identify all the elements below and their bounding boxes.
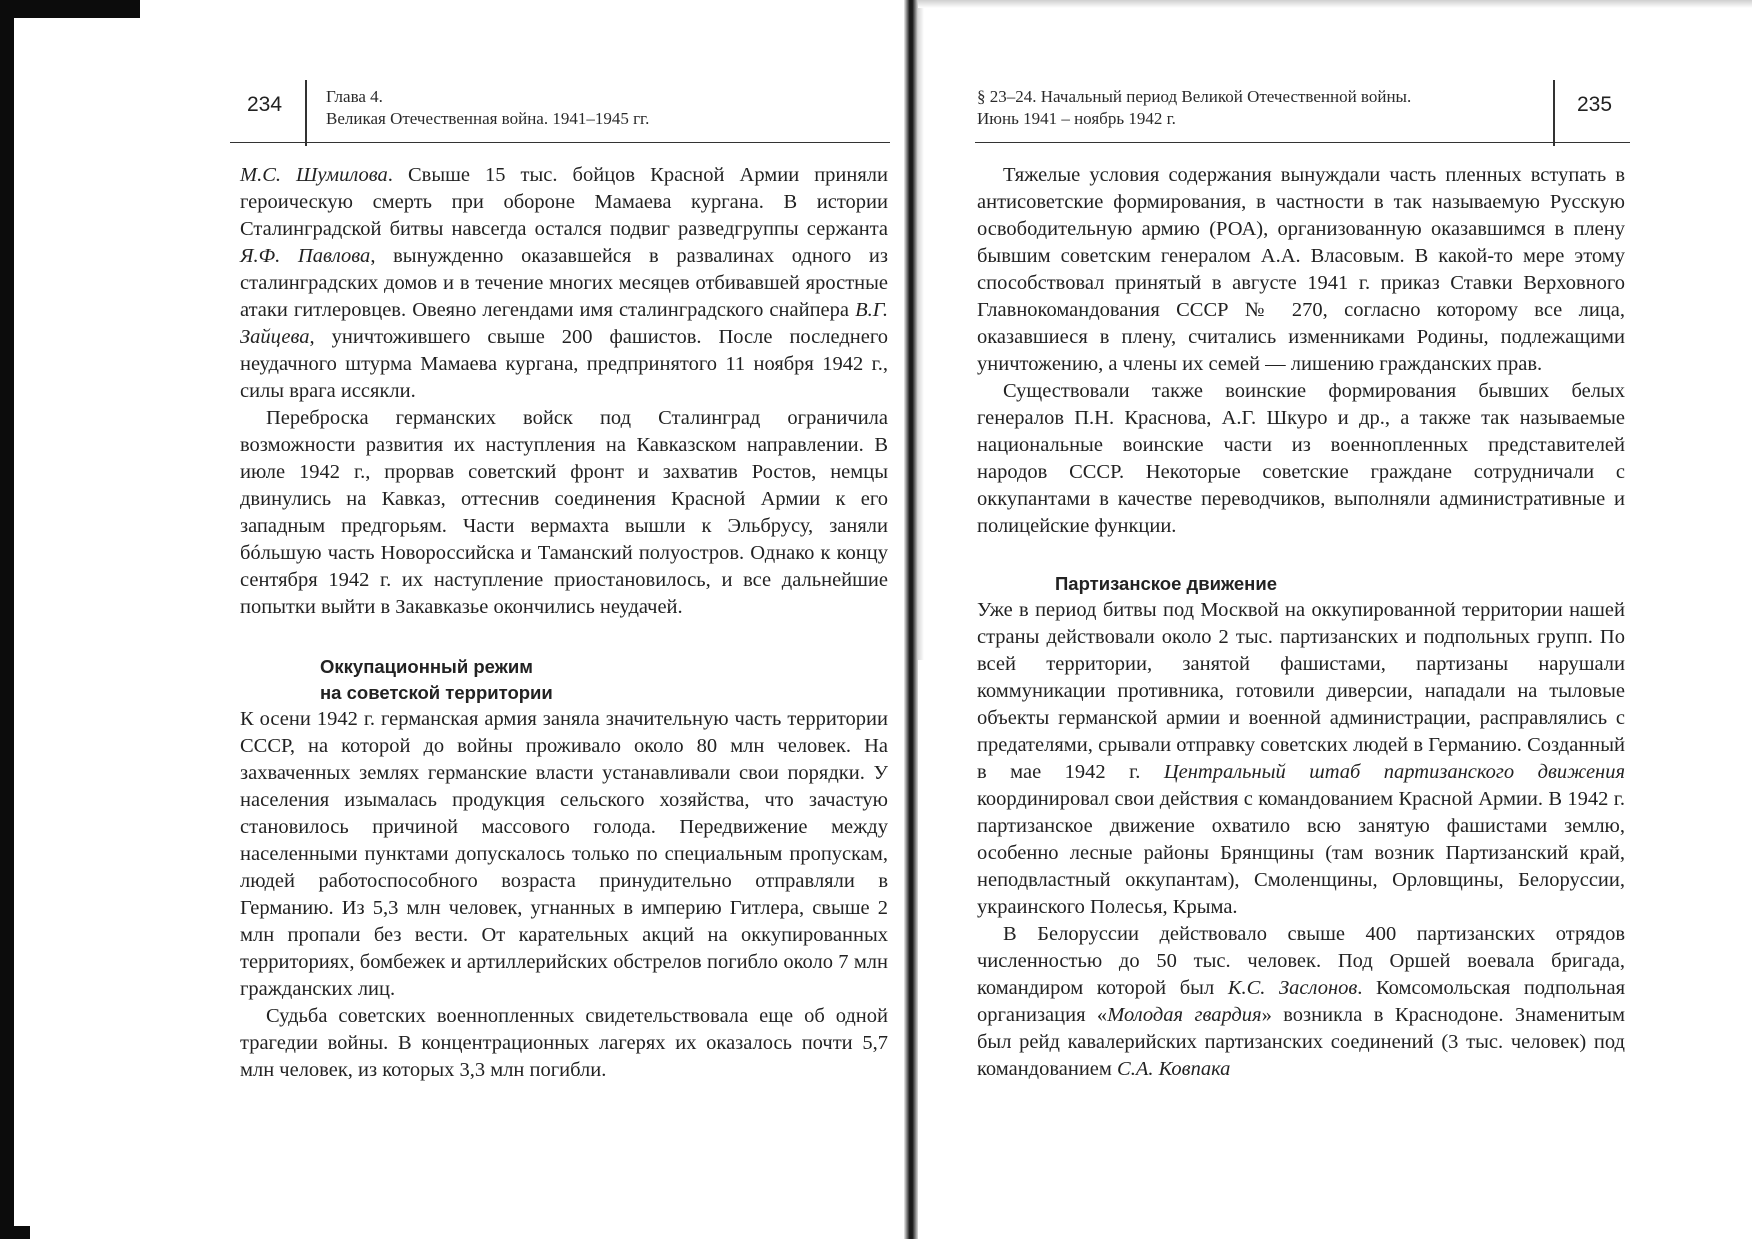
text-run: В Белоруссии действовало свыше 400 партизанских отрядов численностью до 50 тыс. человек. Под Оршей воевала бригада, командиром которой был (977, 923, 1625, 999)
paragraph: Переброска германских войск под Сталинград ограничила возможности развития их наступления на Кавказском направлении. В июле 1942 г., прорвав советский фронт и захватив Ростов, немцы двинулись на Кавказ, оттеснив соединения Красной Армии к его западным предгорьям. Части вермахта вышли к Эльбрусу, заняли бóльшую часть Новороссийска и Таманский полуостров. Однако к концу сентября 1942 г. их наступление приостановилось, и все дальнейшие попытки выйти в Закавказье окончились неудачей. (240, 407, 888, 618)
text-run: Уже в период битвы под Москвой на оккупированной территории нашей страны действовали около 2 тыс. партизанских и подпольных групп. По всей территории, занятой фашистами, партизаны нарушали коммуникации противника, готовили диверсии, нападали на тыловые объекты германской армии и военной администрации, расправлялись с предателями, срывали отправку советских людей в Германию. Созданный в мае 1942 г. (977, 599, 1625, 783)
italic-name: М.С. Шумилова (240, 164, 388, 186)
section-heading (320, 654, 888, 706)
scan-edge-top (0, 0, 140, 18)
section-label: § 23–24. Начальный период Великой Отечественной войны. (977, 87, 1412, 106)
italic-name: Молодая гвардия (1107, 1004, 1262, 1026)
left-running-header (230, 80, 890, 143)
italic-name: К.С. Заслонов (1227, 977, 1358, 999)
header-divider (1553, 80, 1555, 146)
heading-line: на советской территории (320, 682, 553, 703)
chapter-label: Глава 4. (326, 87, 383, 106)
text-run: . Комсомольская подпольная организация « (977, 977, 1626, 1026)
chapter-title (326, 86, 649, 130)
paragraph (240, 162, 888, 405)
paragraph: Тяжелые условия содержания вынуждали часть пленных вступать в антисоветские формирования, в частности в так называемую Русскую освободительную армию (РОА), организованную оказавшимся в плену бывшим советским генералом А.А. Власовым. В какой-то мере этому способствовал принятый в августе 1941 г. приказ Ставки Верховного Главнокомандования СССР № 270, согласно которому все лица, оказавшиеся в плену, считались изменниками Родины, подлежащими уничтожению, а члены их семей — лишению гражданских прав. (977, 164, 1625, 375)
italic-name: С.А. Ковпака (1117, 1058, 1231, 1080)
italic-name: Центральный штаб партизанского движения (1163, 761, 1626, 783)
header-divider (305, 80, 307, 146)
text-run: » возникла в Краснодоне. Знаменитым был рейд кавалерийских партизанских соединений (3 тыс. человек) под командованием (977, 1004, 1625, 1080)
text-run: , вынужденно оказавшейся в развалинах одного из сталинградских домов и в течение многих месяцев отбивавшей яростные атаки гитлеровцев. Овеяно легендами имя сталинградского снайпера (240, 245, 888, 321)
italic-name: Я.Ф. Павлова (240, 245, 371, 267)
paragraph: Судьба советских военнопленных свидетельствовала еще об одной трагедии войны. В концентрационных лагерях их оказалось почти 5,7 млн человек, из которых 3,3 млн погибли. (240, 1005, 888, 1081)
paragraph: К осени 1942 г. германская армия заняла значительную часть территории СССР, на которой до войны проживало около 80 млн человек. На захваченных землях германские власти устанавливали свои порядки. У населения изымалась продукция сельского хозяйства, что зачастую становилось причиной массового голода. Передвижение между населенными пунктами допускалось только по специальным пропускам, людей работоспособного возраста принудительно отправляли в Германию. Из 5,3 млн человек, угнанных в империю Гитлера, свыше 2 млн пропали без вести. От карательных акций на оккупированных территориях, бомбежек и артиллерийских обстрелов погибло около 7 млн гражданских лиц. (240, 708, 888, 1000)
section-heading: Партизанское движение (1055, 573, 1278, 594)
section-title (977, 86, 1411, 130)
page-number: 235 (1577, 93, 1613, 116)
text-run: , уничтожившего свыше 200 фашистов. После последнего неудачного штурма Мамаева кургана, предпринятого 11 ноября 1942 г., силы врага иссякли. (240, 326, 888, 402)
book-gutter (904, 0, 918, 1239)
left-body-text (240, 162, 888, 1084)
top-shadow (918, 0, 1752, 8)
paragraph: Существовали также воинские формирования бывших белых генералов П.Н. Краснова, А.Г. Шкуро и др., а также так называемые национальные воинские части из военнопленных представителей народов СССР. Некоторые советские граждане сотрудничали с оккупантами в качестве переводчиков, выполняли административные и полицейские функции. (977, 380, 1625, 537)
gutter-highlight (918, 0, 924, 660)
right-running-header (975, 80, 1630, 143)
scan-edge-left (0, 0, 14, 1239)
section-dates: Июнь 1941 – ноябрь 1942 г. (977, 109, 1176, 128)
page-number: 234 (247, 93, 283, 116)
italic-name: В.Г. Зайцева (240, 299, 888, 348)
right-body-text (977, 162, 1625, 1083)
text-run: координировал свои действия с командованием Красной Армии. В 1942 г. партизанское движение охватило всю занятую фашистами землю, особенно лесные районы Брянщины (там возник Партизанский край, неподвластный оккупантам), Смоленщины, Орловщины, Белоруссии, украинского Полесья, Крыма. (977, 788, 1625, 918)
paragraph (977, 921, 1625, 1083)
heading-line: Оккупационный режим (320, 656, 533, 677)
text-run: . Свыше 15 тыс. бойцов Красной Армии приняли героическую смерть при обороне Мамаева кургана. В истории Сталинградской битвы навсегда остался подвиг разведгруппы сержанта (240, 164, 889, 240)
chapter-name: Великая Отечественная война. 1941–1945 гг. (326, 109, 650, 128)
scan-edge-bottom (0, 1226, 30, 1239)
paragraph (977, 597, 1625, 921)
